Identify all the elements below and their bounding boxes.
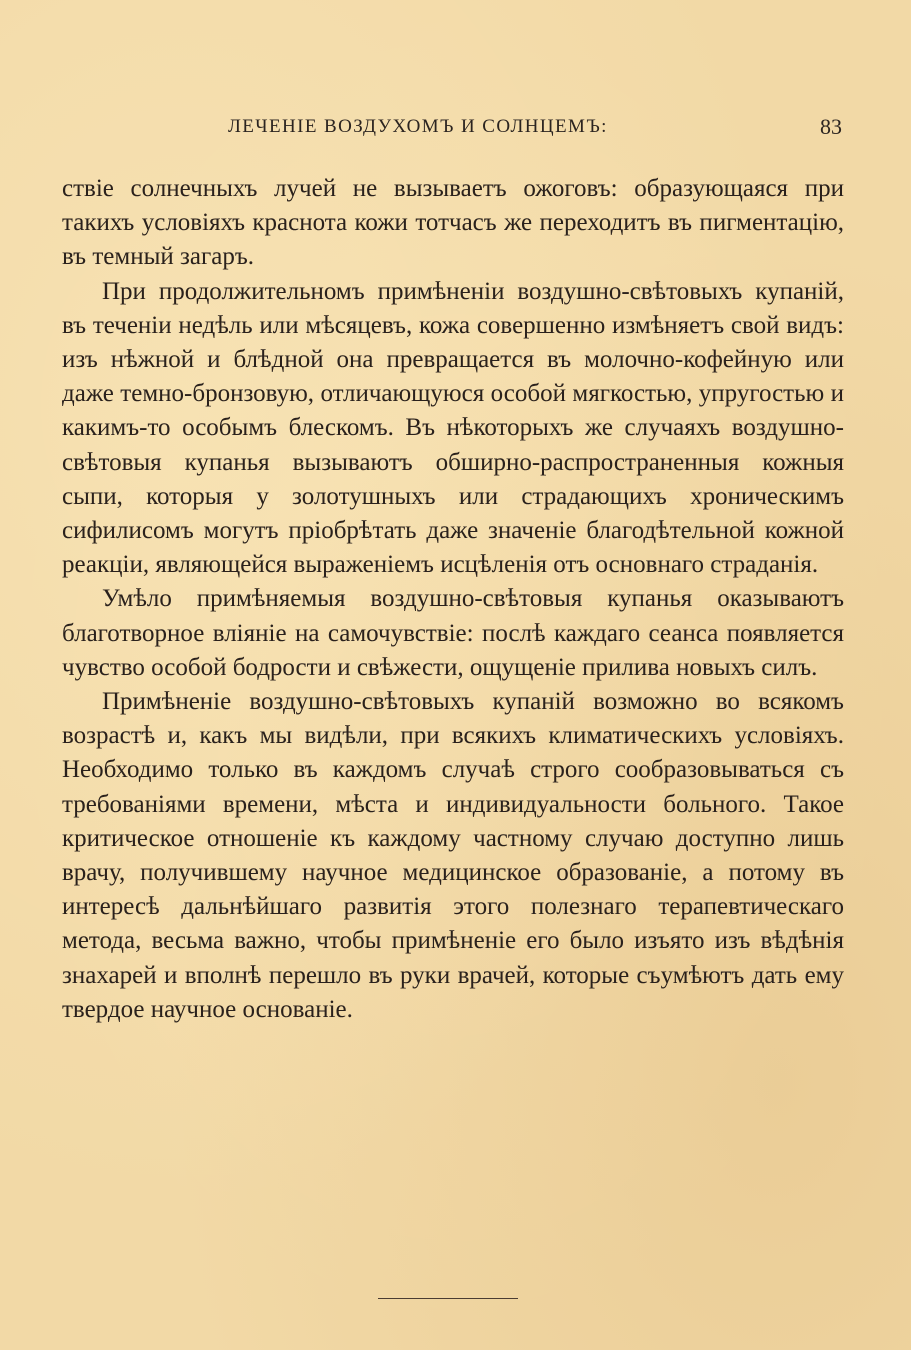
running-head bbox=[228, 116, 848, 146]
running-title: ЛЕЧЕНІЕ ВОЗДУХОМЪ И СОЛНЦЕМЪ: bbox=[228, 116, 608, 137]
paragraph: Умѣло примѣняемыя воздушно-свѣтовыя купанья оказываютъ благотворное вліяніе на самочувствіе: послѣ каждаго сеанса появляется чувство особой бодрости и свѣжести, ощущеніе прилива новыхъ силъ. bbox=[62, 585, 844, 681]
page-number: 83 bbox=[820, 114, 842, 139]
paragraph-continuation: ствіе солнечныхъ лучей не вызываетъ ожоговъ: образующаяся при такихъ условіяхъ краснота кожи тотчасъ же переходитъ въ пигментацію, въ темный загаръ. bbox=[62, 175, 844, 271]
paragraph: Примѣненіе воздушно-свѣтовыхъ купаній возможно во всякомъ возрастѣ и, какъ мы видѣли, при всякихъ климатическихъ условіяхъ. Необходимо только въ каждомъ случаѣ строго сообразовываться съ требованіями времени, мѣста и индивидуальности больного. Такое критическое отношеніе къ каждому частному случаю доступно лишь врачу, получившему научное медицинское образованіе, а потому въ интересѣ дальнѣйшаго развитія этого полезнаго терапевтическаго метода, весьма важно, чтобы примѣненіе его было изъято изъ вѣдѣнія знахарей и вполнѣ перешло въ руки врачей, которые съумѣютъ дать ему твердое научное основаніе. bbox=[62, 688, 844, 1023]
paragraph: При продолжительномъ примѣненіи воздушно-свѣтовыхъ купаній, въ теченіи недѣль или мѣсяцевъ, кожа совершенно измѣняетъ свой видъ: изъ нѣжной и блѣдной она превращается въ молочно-кофейную или даже темно-бронзовую, отличающуюся особой мягкостью, упругостью и какимъ-то особымъ блескомъ. Въ нѣкоторыхъ же случаяхъ воздушно-свѣтовыя купанья вызываютъ обширно-распространенныя кожныя сыпи, которыя у золотушныхъ или страдающихъ хроническимъ сифилисомъ могутъ пріобрѣтать даже значеніе благодѣтельной кожной реакціи, являющейся выраженіемъ исцѣленія отъ основнаго страданія. bbox=[62, 277, 844, 579]
end-rule bbox=[378, 1298, 518, 1299]
body-text bbox=[62, 172, 844, 1027]
